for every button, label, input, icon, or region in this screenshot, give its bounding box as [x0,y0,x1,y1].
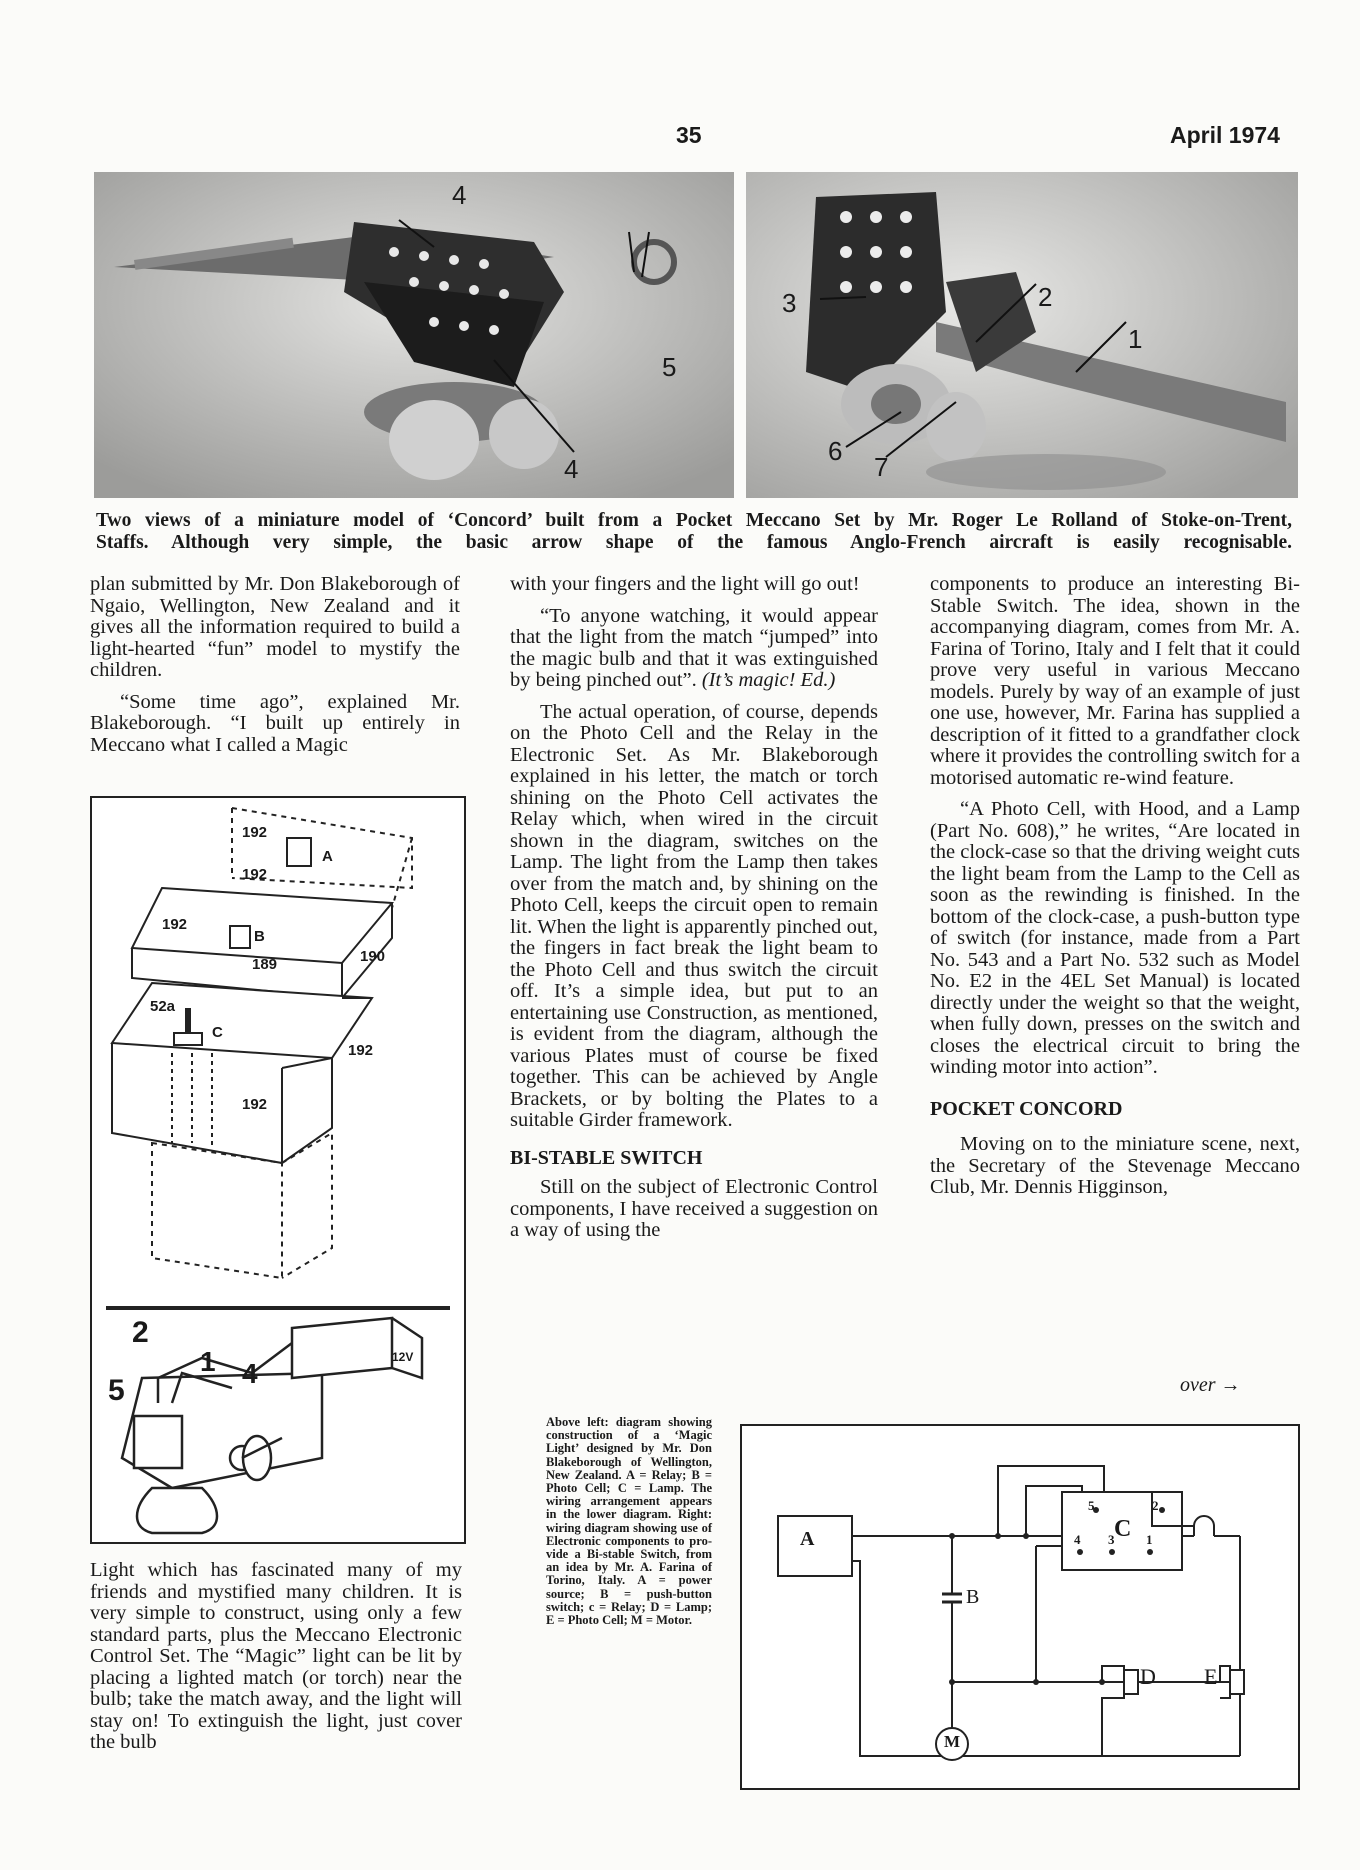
diagram-caption: Above left: diagram showing construction of a ‘Magic Light’ designed by Mr. Don Blakeborough of Wellington, New Zealand. A = Relay; B = Photo Cell; C = Lamp. The wiring arrangement appears in the lower diagram. Right: wiring diagram showing use of Electronic components to provide a Bi-stable Switch, from an idea by Mr. A. Farina of Torino, Italy. A = power source; B = push-button switch; c = Relay; D = Lamp; E = Photo Cell; M = Motor. [546,1415,712,1628]
part-label: 192 [242,866,268,883]
photo-caption [96,510,1292,554]
circuit-label: 3 [1108,1532,1115,1547]
magic-light-diagram [90,796,466,1544]
column-2 [510,574,878,1252]
circuit-label: C [1114,1516,1132,1542]
circuit-label: M [944,1732,961,1751]
paragraph: Still on the subject of Electronic Control components, I have received a suggestion on a way of using the [510,1176,878,1241]
photo-label: 1 [1128,324,1143,354]
page-number: 35 [676,122,702,148]
part-label: 192 [162,916,188,933]
column-3 [930,574,1300,1209]
photo-label: 4 [564,454,579,484]
wire-label: 4 [242,1358,258,1389]
arrow-right-icon: → [1220,1374,1241,1396]
photo-label: 5 [662,352,677,382]
paragraph [510,606,878,692]
paragraph: Light which has fascinated many of my friends and mystified many children. It is very simple to construct, using only a few standard parts, plus the Meccano Electronic Control Set. The “Magic” light can be lit by placing a lighted match (or torch) near the bulb; take the match away, and the light will stay on! To extinguish the light, just cover the bulb [90,1559,462,1753]
part-label: 192 [242,824,268,841]
column-1-bottom [90,1560,462,1764]
paragraph: “A Photo Cell, with Hood, and a Lamp (Part No. 608),” he writes, “Are located in the clock-case so that the driving weight cuts the light beam from the Lamp to the Cell as soon as the rewinding is finished. In the bottom of the clock-case, a push-button type of switch (for instance, made from a Part No. 543 and a Part No. 532 such as Model No. E2 in the 4EL Set Manual) is located directly under the weight so that the weight, when fully down, presses on the switch and closes the electrical circuit to bring the winding motor into action”. [930,798,1300,1078]
section-heading: BI-STABLE SWITCH [510,1146,703,1169]
wire-label: 2 [132,1316,149,1349]
concord-photo-right [746,172,1298,498]
column-1-top [90,574,460,766]
bistable-circuit-diagram [740,1424,1300,1790]
part-label: 192 [242,1096,268,1113]
photo-label: 3 [782,288,797,318]
photo-label: 7 [874,452,889,482]
circuit-label: 5 [1088,1498,1095,1513]
photo-label: 6 [828,436,843,466]
wire-label: 12V [392,1350,414,1364]
circuit-label: D [1140,1664,1156,1689]
part-label: B [254,928,265,945]
part-label: 190 [360,948,386,965]
part-label: 52a [150,998,176,1015]
continued-marker [1180,1374,1241,1397]
continued-text: over [1180,1374,1216,1396]
part-label: 192 [348,1042,374,1059]
circuit-label: B [966,1586,980,1608]
concord-photo-left [94,172,734,498]
part-label: A [322,848,333,865]
paragraph: with your fingers and the light will go out! [510,573,860,595]
paragraph-text: “To anyone watching, it would appear that the light from the match “jumped” into the magic bulb and that it was extinguished by being pinched out”. [510,604,878,691]
paragraph: Moving on to the miniature scene, next, the Secretary of the Stevenage Meccano Club, Mr. Dennis Higginson, [930,1133,1300,1198]
caption-line: Staffs. Although very simple, the basic arrow shape of the famous Anglo-French aircraft is easily recognisable. [96,532,1292,553]
section-heading: POCKET CONCORD [930,1097,1123,1120]
issue-date: April 1974 [1170,122,1280,148]
editor-note: (It’s magic! Ed.) [696,669,836,691]
part-label: 189 [252,956,278,973]
wire-label: 1 [200,1346,216,1377]
circuit-label: E [1204,1664,1218,1689]
caption-line: Two views of a miniature model of ‘Concord’ built from a Pocket Meccano Set by Mr. Roger Le Rolland of Stoke-on-Trent, [96,510,1292,531]
circuit-label: 1 [1146,1532,1153,1547]
circuit-label: 4 [1074,1532,1081,1547]
paragraph: components to produce an interesting Bi-Stable Switch. The idea, shown in the accompanying diagram, comes from Mr. A. Farina of Torino, Italy and I felt that it could prove very useful in various Meccano models. Purely by way of an example of just one use, however, Mr. Farina has supplied a description of it fitted to a grandfather clock where it provides the controlling switch for a motorised automatic re-wind feature. [930,573,1300,789]
part-label: C [212,1024,223,1041]
paragraph: The actual operation, of course, depends on the Photo Cell and the Relay in the Electronic Set. As Mr. Blakeborough explained in his letter, the match or torch shining on the Photo Cell activates the Relay which, when wired in the circuit shown in the diagram, switches on the Lamp. The light from the Lamp then takes over from the match and, by shining on the Photo Cell, keeps the circuit open to remain lit. When the light is apparently pinched out, the fingers in fact break the light beam to the Photo Cell and thus switch the circuit off. It’s a simple idea, but put to an entertaining use Construction, as mentioned, is evident from the diagram, although the various Plates must of course be fixed together. This can be achieved by Angle Brackets, or by bolting the Plates to a suitable Girder framework. [510,700,878,1131]
paragraph: plan submitted by Mr. Don Blakeborough of Ngaio, Wellington, New Zealand and it gives all the information required to build a light-hearted “fun” model to mystify the children. [90,573,460,681]
photo-label: 4 [452,180,467,210]
circuit-label: 2 [1152,1498,1159,1513]
paragraph: “Some time ago”, explained Mr. Blakeborough. “I built up entirely in Meccano what I called a Magic [90,690,460,756]
circuit-label: A [800,1528,815,1550]
photo-label: 2 [1038,282,1053,312]
wire-label: 5 [108,1374,125,1407]
